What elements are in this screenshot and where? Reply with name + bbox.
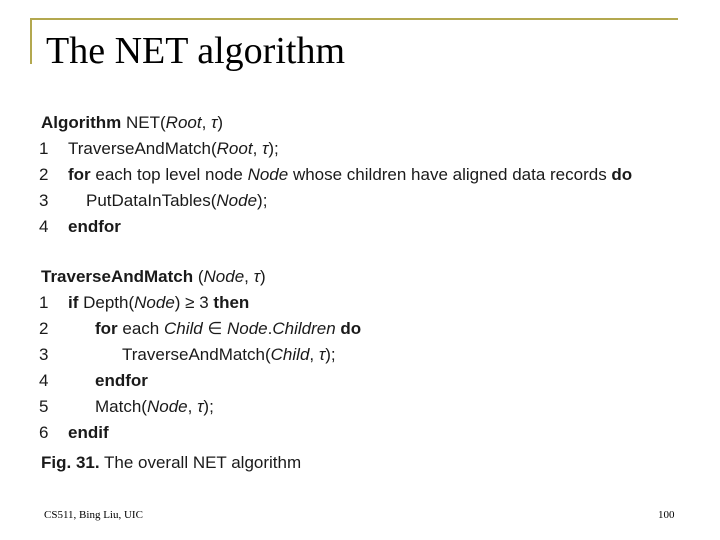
arg-separator: , xyxy=(309,345,319,364)
figure-caption xyxy=(38,450,688,476)
node-var: Node xyxy=(216,191,258,210)
tau-arg: τ xyxy=(262,139,269,158)
traverse-line-5 xyxy=(38,394,688,420)
net-algorithm-header xyxy=(38,110,688,136)
traverse-keyword: TraverseAndMatch xyxy=(41,267,194,286)
arg-separator: , xyxy=(244,267,254,286)
tau-arg: τ xyxy=(318,345,326,364)
do-keyword: do xyxy=(611,165,633,184)
traverse-line-6 xyxy=(38,420,688,446)
traverse-line-1 xyxy=(38,290,688,316)
line-number: 2 xyxy=(39,319,49,338)
net-line-4 xyxy=(38,214,688,240)
if-keyword: if xyxy=(68,293,79,312)
net-name: NET( xyxy=(121,113,166,132)
line-number: 6 xyxy=(39,423,49,442)
node-var: Node xyxy=(134,293,175,312)
line-number: 1 xyxy=(39,293,49,312)
close-paren: ) xyxy=(259,267,266,286)
line-number: 3 xyxy=(39,345,49,364)
for-keyword: for xyxy=(68,165,91,184)
call-text: TraverseAndMatch( xyxy=(68,139,217,158)
title-frame-left-line xyxy=(30,18,32,64)
endif-keyword: endif xyxy=(68,423,109,442)
node-var: Node xyxy=(247,165,289,184)
arg-separator: , xyxy=(187,397,198,416)
endfor-keyword: endfor xyxy=(95,371,148,390)
node-var: Node xyxy=(227,319,268,338)
call-end: ); xyxy=(257,191,268,210)
title-frame-top-line xyxy=(30,18,678,20)
line-number: 4 xyxy=(39,217,49,236)
call-end: ); xyxy=(268,139,279,158)
line-number: 1 xyxy=(39,139,49,158)
traverse-line-3 xyxy=(38,342,688,368)
close-paren: ) xyxy=(217,113,224,132)
do-keyword: do xyxy=(340,319,362,338)
tau-arg: τ xyxy=(197,397,204,416)
call-text: Match( xyxy=(95,397,147,416)
children-var: Children xyxy=(272,319,336,338)
statement-text: Depth( xyxy=(78,293,135,312)
for-keyword: for xyxy=(95,319,118,338)
dot-text: . xyxy=(267,319,273,338)
statement-text: each top level node xyxy=(90,165,248,184)
element-of-symbol: ∈ xyxy=(202,319,227,338)
caption-text: The overall NET algorithm xyxy=(99,453,302,472)
call-end: ); xyxy=(203,397,214,416)
traverse-line-2 xyxy=(38,316,688,342)
algorithm-figure xyxy=(38,110,688,476)
arg-separator: , xyxy=(252,139,263,158)
arg-separator: , xyxy=(201,113,212,132)
line-number: 2 xyxy=(39,165,49,184)
traverse-line-4 xyxy=(38,368,688,394)
net-line-2 xyxy=(38,162,688,188)
net-line-1 xyxy=(38,136,688,162)
statement-text: whose children have aligned data records xyxy=(288,165,612,184)
net-line-3 xyxy=(38,188,688,214)
child-var: Child xyxy=(163,319,203,338)
tau-arg: τ xyxy=(253,267,260,286)
node-arg: Node xyxy=(203,267,245,286)
statement-text: ) ≥ 3 xyxy=(174,293,214,312)
endfor-keyword: endfor xyxy=(68,217,121,236)
line-number: 4 xyxy=(39,371,49,390)
caption-label: Fig. 31. xyxy=(41,453,100,472)
then-keyword: then xyxy=(213,293,250,312)
traverse-algorithm-header xyxy=(38,264,688,290)
line-number: 5 xyxy=(39,397,49,416)
call-text: PutDataInTables( xyxy=(86,191,217,210)
footer-course-info: CS511, Bing Liu, UIC xyxy=(44,509,143,521)
section-gap xyxy=(38,240,688,264)
call-text: TraverseAndMatch( xyxy=(122,345,271,364)
statement-text: each xyxy=(117,319,164,338)
root-arg: Root xyxy=(165,113,202,132)
algorithm-keyword: Algorithm xyxy=(41,113,122,132)
child-var: Child xyxy=(270,345,310,364)
open-paren: ( xyxy=(193,267,204,286)
call-end: ); xyxy=(325,345,336,364)
tau-arg: τ xyxy=(211,113,218,132)
node-var: Node xyxy=(146,397,188,416)
footer-page-number: 100 xyxy=(658,509,675,521)
line-number: 3 xyxy=(39,191,49,210)
root-arg: Root xyxy=(216,139,253,158)
slide-title: The NET algorithm xyxy=(46,30,346,72)
